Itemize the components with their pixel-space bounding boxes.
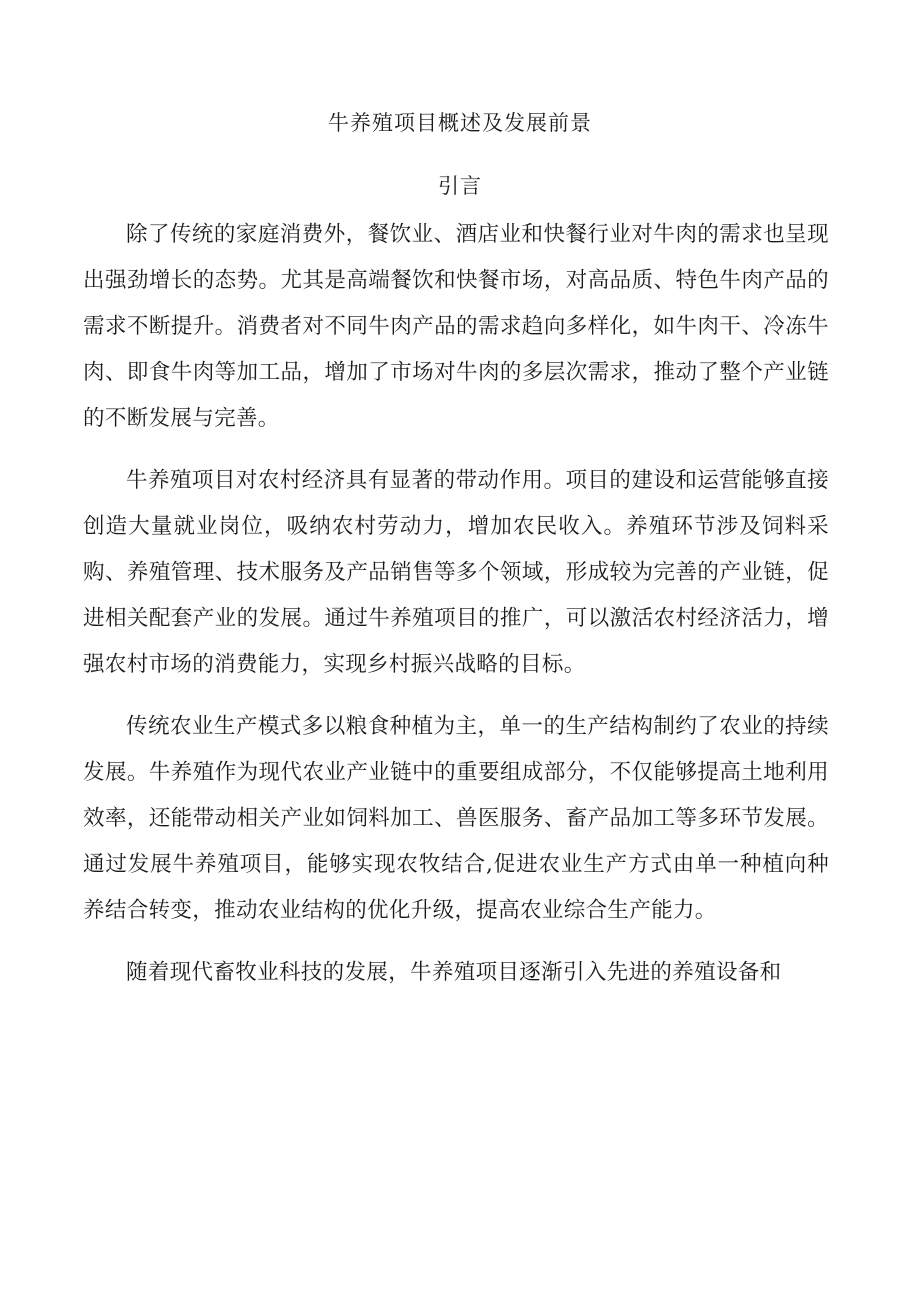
paragraph-1: 除了传统的家庭消费外，餐饮业、酒店业和快餐行业对牛肉的需求也呈现出强劲增长的态势。尤其是高端餐饮和快餐市场，对高品质、特色牛肉产品的需求不断提升。消费者对不同牛肉产品的需求趋向多样化，如牛肉干、冷冻牛肉、即食牛肉等加工品，增加了市场对牛肉的多层次需求，推动了整个产业链的不断发展与完善。	[83, 222, 829, 431]
paragraph-3: 传统农业生产模式多以粮食种植为主，单一的生产结构制约了农业的持续发展。牛养殖作为现代农业产业链中的重要组成部分，不仅能够提高土地利用效率，还能带动相关产业如饲料加工、兽医服务、畜产品加工等多环节发展。通过发展牛养殖项目，能够实现农牧结合,促进农业生产方式由单一种植向种养结合转变，推动农业结构的优化升级，提高农业综合生产能力。	[83, 714, 829, 923]
document-title: 牛养殖项目概述及发展前景	[328, 111, 592, 135]
paragraph-2: 牛养殖项目对农村经济具有显著的带动作用。项目的建设和运营能够直接创造大量就业岗位，吸纳农村劳动力，增加农民收入。养殖环节涉及饲料采购、养殖管理、技术服务及产品销售等多个领域，形成较为完善的产业链，促进相关配套产业的发展。通过牛养殖项目的推广，可以激活农村经济活力，增强农村市场的消费能力，实现乡村振兴战略的目标。	[83, 468, 829, 677]
paragraph-4: 随着现代畜牧业科技的发展，牛养殖项目逐渐引入先进的养殖设备和	[126, 960, 782, 985]
section-heading: 引言	[438, 174, 482, 198]
document-body	[83, 212, 829, 1012]
